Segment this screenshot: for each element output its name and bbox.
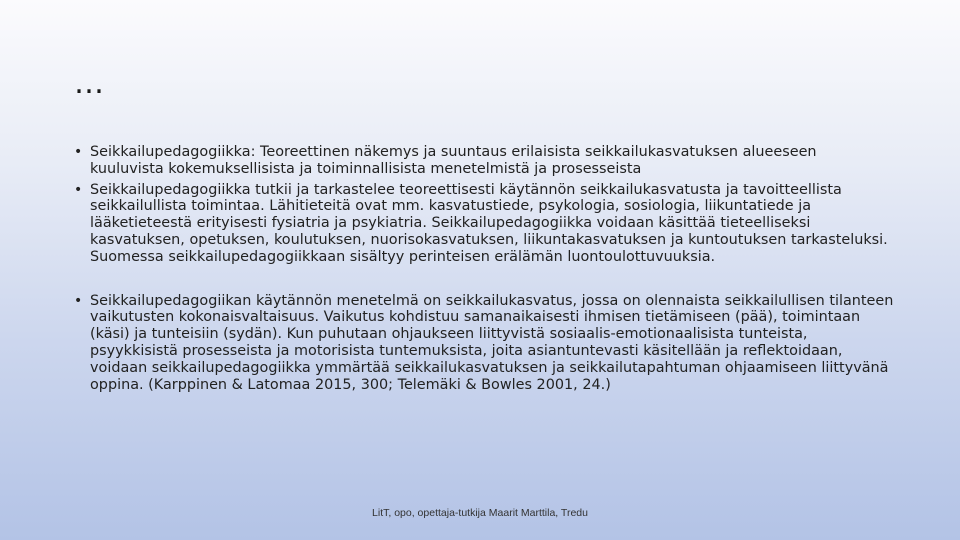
bullet-item <box>74 182 894 266</box>
bullet-text: Seikkailupedagogiikka tutkii ja tarkastelee teoreettisesti käytännön seikkailukasvatusta ja tavoitteellista seikkailullista toimintaa. Lähitieteitä ovat mm. kasvatustiede, psykologia, sosiologia, liikuntatiede ja lääketieteestä erityisesti fysiatria ja psykiatria. Seikkailupedagogiikka voidaan käsittää tieteelliseksi kasvatuksen, opetuksen, koulutuksen, nuorisokasvatuksen, liikuntakasvatuksen ja kuntoutuksen tarkasteluksi. Suomessa seikkailupedagogiikkaan sisältyy perinteisen erälämän luontoulottuvuuksia. <box>90 181 888 265</box>
bullet-item <box>74 293 894 394</box>
bullet-text: Seikkailupedagogiikan käytännön menetelmä on seikkailukasvatus, jossa on olennaista seikkailullisen tilanteen vaikutusten kokonaisvaltaisuus. Vaikutus kohdistuu samanaikaisesti ihmisen tietämiseen (pää), toimintaan (käsi) ja tunteisiin (sydän). Kun puhutaan ohjaukseen liittyvistä sosiaalis-emotionaalisista tunteista, psyykkisistä prosesseista ja motorisista tuntemuksista, joita asiantuntevasti käsitellään ja reflektoidaan, voidaan seikkailupedagogiikka ymmärtää seikkailukasvatuksen ja seikkailutapahtuman ohjaamiseen liittyvänä oppina. (Karppinen & Latomaa 2015, 300; Telemäki & Bowles 2001, 24.) <box>90 292 894 393</box>
bullet-dot: • <box>74 144 83 160</box>
bullet-text: Seikkailupedagogiikka: Teoreettinen näkemys ja suuntaus erilaisista seikkailukasvatuksen alueeseen kuuluvista kokemuksellisista ja toiminnallisista menetelmistä ja prosesseista <box>90 144 817 177</box>
bullet-item <box>74 144 894 178</box>
bullet-dot: • <box>74 292 83 309</box>
bullet-list <box>74 144 894 393</box>
bullet-dot: • <box>74 181 83 198</box>
slide-title: … <box>74 66 105 101</box>
slide-footer: LitT, opo, opettaja-tutkija Maarit Marttila, Tredu <box>372 507 588 519</box>
